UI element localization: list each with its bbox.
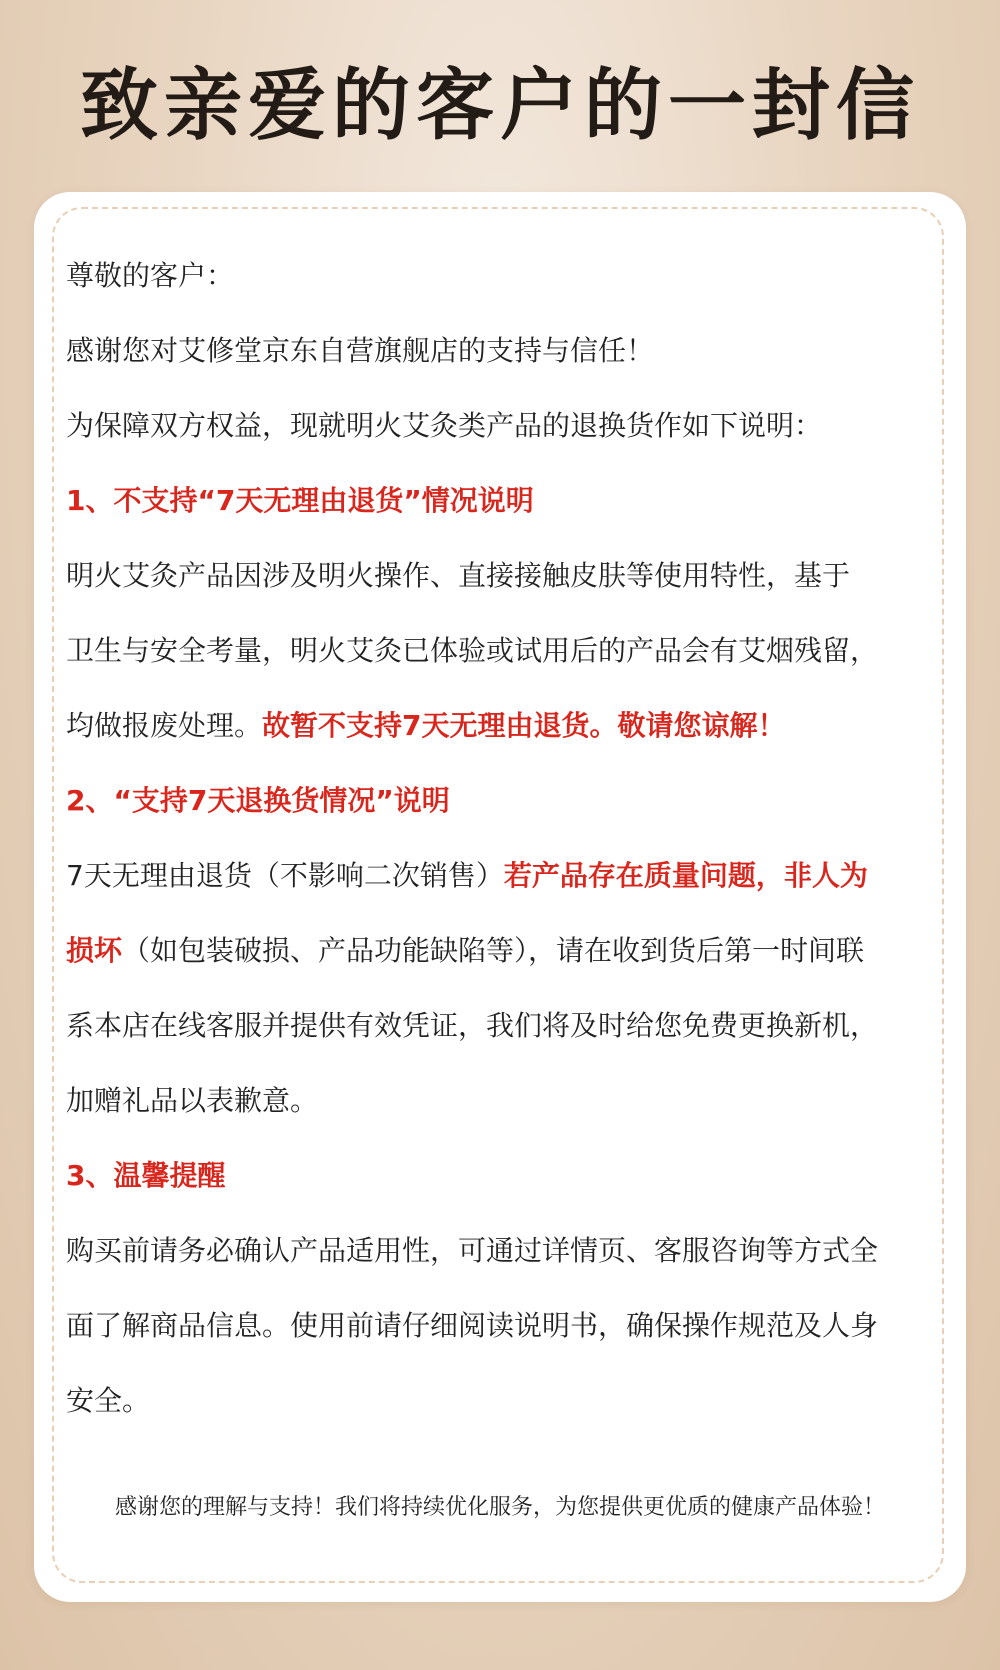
- section3-line: 面了解商品信息。使用前请仔细阅读说明书，确保操作规范及人身: [66, 1309, 879, 1342]
- thanks-line: 感谢您对艾修堂京东自营旗舰店的支持与信任！: [66, 334, 655, 367]
- section1-line: [66, 688, 946, 763]
- section2-highlight: 损坏: [66, 934, 123, 967]
- section3-line: 安全。: [66, 1384, 151, 1417]
- section3-line: 购买前请务必确认产品适用性，可通过详情页、客服咨询等方式全: [66, 1234, 879, 1267]
- section2-line: 加赠礼品以表歉意。: [66, 1084, 319, 1117]
- section2-line: [66, 913, 946, 988]
- section1-heading: 1、不支持“7天无理由退货”情况说明: [66, 484, 534, 517]
- section2-plain-text: （如包装破损、产品功能缺陷等），请在收到货后第一时间联: [122, 934, 865, 967]
- section1-line: 明火艾灸产品因涉及明火操作、直接接触皮肤等使用特性，基于: [66, 559, 851, 592]
- section1-plain-text: 均做报废处理。: [66, 709, 263, 742]
- section2-line: [66, 838, 946, 913]
- intro-line: 为保障双方权益，现就明火艾灸类产品的退换货作如下说明：: [66, 409, 823, 442]
- section2-plain-text: 7天无理由退货（不影响二次销售）: [66, 859, 504, 892]
- section2-line: 系本店在线客服并提供有效凭证，我们将及时给您免费更换新机，: [66, 1009, 879, 1042]
- greeting: 尊敬的客户：: [66, 259, 235, 292]
- letter-body: [66, 238, 946, 1438]
- section3-heading: 3、温馨提醒: [66, 1159, 226, 1192]
- section2-heading: 2、“支持7天退换货情况”说明: [66, 784, 450, 817]
- section1-highlight: 故暂不支持7天无理由退货。敬请您谅解！: [262, 709, 786, 742]
- page-title: 致亲爱的客户的一封信: [79, 61, 920, 151]
- section1-line: 卫生与安全考量，明火艾灸已体验或试用后的产品会有艾烟残留，: [66, 634, 879, 667]
- section2-highlight: 若产品存在质量问题，非人为: [503, 859, 868, 892]
- closing-note: 感谢您的理解与支持！我们将持续优化服务，为您提供更优质的健康产品体验！: [114, 1495, 885, 1520]
